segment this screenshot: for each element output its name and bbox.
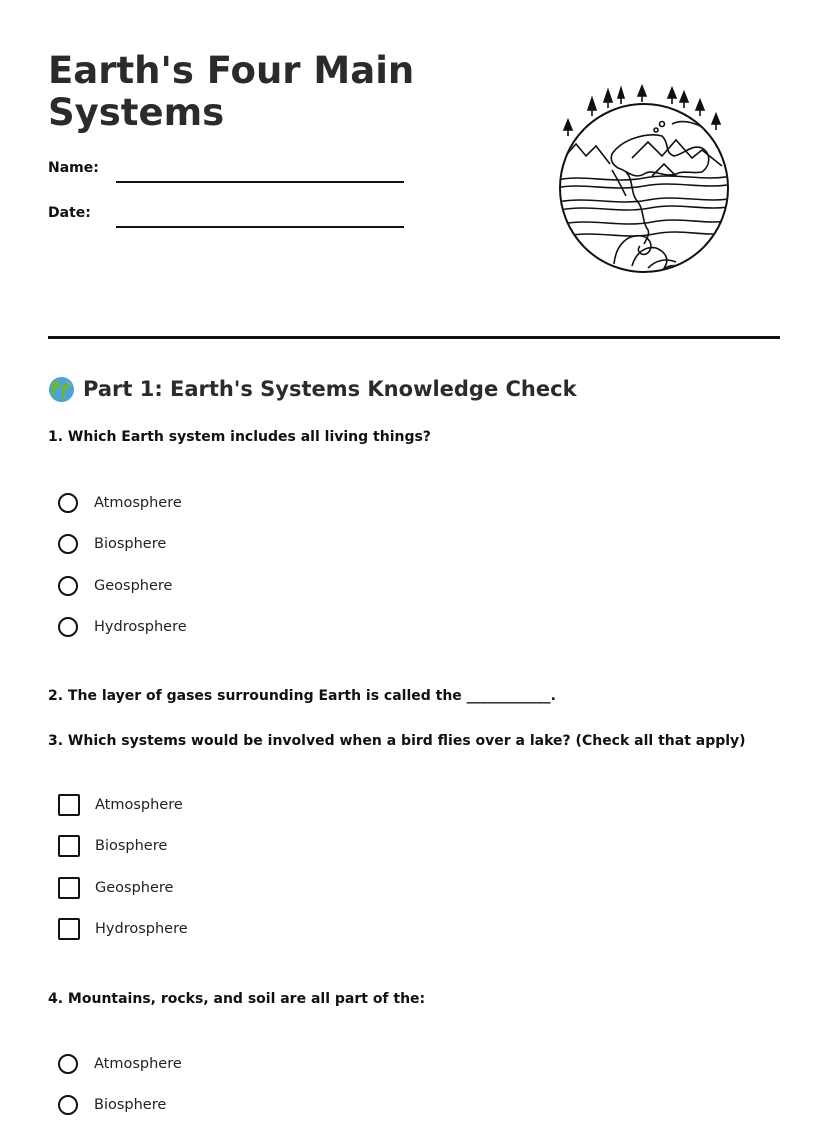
earth-systems-globe-icon: [552, 84, 736, 276]
radio-button[interactable]: [58, 1054, 78, 1074]
date-label: Date:: [48, 205, 91, 221]
radio-button[interactable]: [58, 534, 78, 554]
option-label: Atmosphere: [94, 495, 182, 511]
option-label: Biosphere: [95, 838, 167, 854]
option-hydrosphere[interactable]: [58, 607, 187, 649]
option-geosphere[interactable]: [58, 867, 188, 909]
option-label: Geosphere: [94, 578, 172, 594]
checkbox[interactable]: [58, 835, 80, 857]
option-atmosphere[interactable]: [58, 482, 187, 524]
question-1: 1. Which Earth system includes all living things?: [48, 428, 431, 446]
option-atmosphere[interactable]: [58, 1043, 182, 1085]
date-blank-line[interactable]: [116, 226, 404, 228]
question-3: 3. Which systems would be involved when a bird flies over a lake? (Check all that apply): [48, 732, 746, 750]
page-title: Earth's Four Main Systems: [48, 50, 468, 134]
option-biosphere[interactable]: [58, 524, 187, 566]
question-3-options: [58, 784, 188, 950]
option-label: Geosphere: [95, 880, 173, 896]
name-blank-line[interactable]: [116, 181, 404, 183]
question-2: 2. The layer of gases surrounding Earth is called the ____________.: [48, 687, 556, 705]
option-label: Hydrosphere: [95, 921, 188, 937]
checkbox[interactable]: [58, 877, 80, 899]
checkbox[interactable]: [58, 918, 80, 940]
radio-button[interactable]: [58, 1095, 78, 1115]
earth-globe-icon: [48, 376, 75, 403]
option-biosphere[interactable]: [58, 826, 188, 868]
option-label: Biosphere: [94, 1097, 166, 1113]
question-4-options: [58, 1043, 182, 1126]
radio-button[interactable]: [58, 617, 78, 637]
question-4: 4. Mountains, rocks, and soil are all part of the:: [48, 990, 425, 1008]
option-label: Atmosphere: [94, 1056, 182, 1072]
radio-button[interactable]: [58, 576, 78, 596]
date-field[interactable]: [48, 205, 408, 229]
section-divider: [48, 336, 780, 339]
name-field[interactable]: [48, 160, 408, 184]
option-label: Hydrosphere: [94, 619, 187, 635]
option-label: Atmosphere: [95, 797, 183, 813]
option-atmosphere[interactable]: [58, 784, 188, 826]
option-label: Biosphere: [94, 536, 166, 552]
option-geosphere[interactable]: [58, 565, 187, 607]
name-label: Name:: [48, 160, 99, 176]
option-hydrosphere[interactable]: [58, 909, 188, 951]
radio-button[interactable]: [58, 493, 78, 513]
checkbox[interactable]: [58, 794, 80, 816]
part1-title: [48, 374, 577, 404]
question-1-options: [58, 482, 187, 648]
part1-title-text: Part 1: Earth's Systems Knowledge Check: [83, 374, 577, 404]
option-biosphere[interactable]: [58, 1085, 182, 1126]
